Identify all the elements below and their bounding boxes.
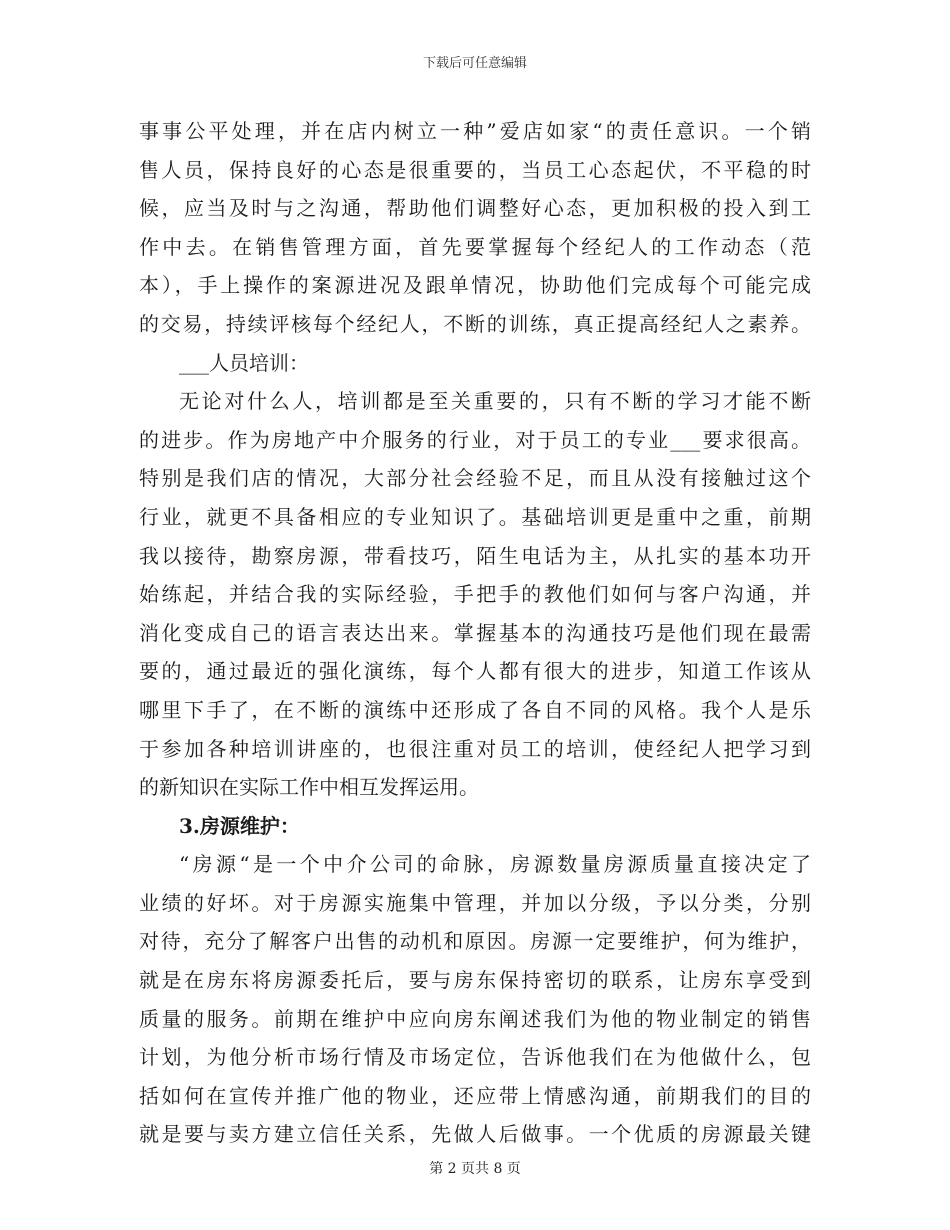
text-line: 本），手上操作的案源进况及跟单情况，协助他们完成每个可能完成 <box>139 273 811 298</box>
text-line: 就是在房东将房源委托后，要与房东保持密切的联系，让房东享受到 <box>139 968 811 993</box>
text-line: 行业，就更不具备相应的专业知识了。基础培训更是重中之重，前期 <box>139 504 811 529</box>
text-line: 我以接待，勘察房源，带看技巧，陌生电话为主，从扎实的基本功开 <box>139 543 811 568</box>
section-heading: 3.房源维护： <box>179 813 300 838</box>
text-line: 特别是我们店的情况，大部分社会经验不足，而且从没有接触过这个 <box>139 466 811 491</box>
text-line: 要的，通过最近的强化演练，每个人都有很大的进步，知道工作该从 <box>139 659 811 684</box>
text-line: 事事公平处理，并在店内树立一种”爱店如家“的责任意识。一个销 <box>139 119 811 143</box>
text-line: ___人员培训： <box>179 350 309 375</box>
text-line: 的交易，持续评核每个经纪人，不断的训练，真正提高经纪人之素养。 <box>139 311 811 336</box>
text-line: 候，应当及时与之沟通，帮助他们调整好心态，更加积极的投入到工 <box>139 196 811 221</box>
document-body <box>139 112 811 1154</box>
page-footer: 第 2 页共 8 页 <box>429 1161 521 1177</box>
text-line: 的进步。作为房地产中介服务的行业，对于员工的专业___要求很高。 <box>139 427 811 452</box>
text-line: 售人员，保持良好的心态是很重要的，当员工心态起伏，不平稳的时 <box>139 157 811 182</box>
text-line: 质量的服务。前期在维护中应向房东阐述我们为他的物业制定的销售 <box>139 1006 811 1031</box>
text-line: 就是要与卖方建立信任关系，先做人后做事。一个优质的房源最关键 <box>139 1122 811 1147</box>
text-line: 对待，充分了解客户出售的动机和原因。房源一定要维护，何为维护， <box>139 929 811 954</box>
text-line: 始练起，并结合我的实际经验，手把手的教他们如何与客户沟通，并 <box>139 582 811 607</box>
text-line: 括如何在宣传并推广他的物业，还应带上情感沟通，前期我们的目的 <box>139 1083 811 1108</box>
text-line: “房源“是一个中介公司的命脉，房源数量房源质量直接决定了 <box>179 852 811 877</box>
text-line: 于参加各种培训讲座的，也很注重对员工的培训，使经纪人把学习到 <box>139 736 811 761</box>
text-line: 消化变成自己的语言表达出来。掌握基本的沟通技巧是他们现在最需 <box>139 620 811 645</box>
text-line: 业绩的好坏。对于房源实施集中管理，并加以分级，予以分类，分别 <box>139 890 811 915</box>
text-line: 计划，为他分析市场行情及市场定位，告诉他我们在为他做什么，包 <box>139 1045 811 1070</box>
text-line: 无论对什么人，培训都是至关重要的，只有不断的学习才能不断 <box>179 389 811 414</box>
text-line: 的新知识在实际工作中相互发挥运用。 <box>139 775 479 800</box>
text-line: 哪里下手了，在不断的演练中还形成了各自不同的风格。我个人是乐 <box>139 697 811 722</box>
page-header: 下载后可任意编辑 <box>422 56 527 71</box>
text-line: 作中去。在销售管理方面，首先要掌握每个经纪人的工作动态（范 <box>139 234 811 259</box>
